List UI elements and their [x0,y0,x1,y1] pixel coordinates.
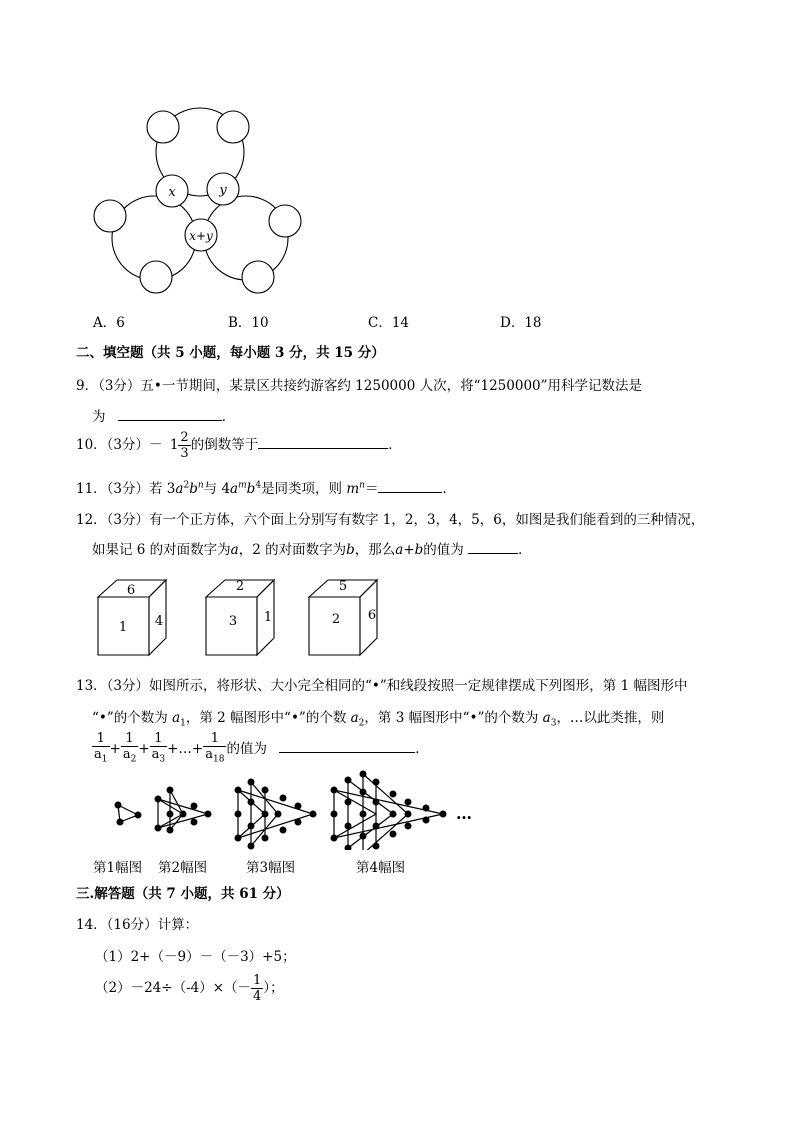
fig-label-4: 第4幅图 [356,860,406,876]
section-3-heading: 三.解答题（共 7 小题，共 61 分） [76,886,290,902]
q9-line1: 9．（3分）五•一节期间，某景区共接约游客约 1250000 人次，将“1250000”用科学记数法是 [76,378,643,394]
small-circle-top-right [217,111,249,143]
q12-line2: 如果记 6 的对面数字为a，2 的对面数字为b，那么a+b的值为 ． [92,538,532,558]
q12-answer-blank[interactable] [468,539,518,554]
q11-line: 11．（3分）若 $3a^2b^n$与 $4a^mb^4$是同类项，则 $m^n=$ ． [76,477,456,497]
q13-line2: “•”的个数为 $a_1$，第 2 幅图形中“•”的个数 $a_2$，第 3 幅图形中“•”的个数为 $a_3$，…以此类推，则 [92,710,665,729]
option-a: A．6 [93,315,125,331]
cube-1-side-number: 4 [154,614,164,629]
pattern-ellipsis: … [456,804,472,823]
option-c: C．14 [368,315,410,331]
q14-title: 14．（16分）计算： [76,917,199,933]
q13-answer-blank[interactable] [279,738,415,753]
small-circle-bottom-right [242,261,274,293]
label-x-plus-y: x+y [189,229,213,243]
small-circle-bottom-left [140,261,172,293]
cube-2-side-number: 1 [263,610,273,625]
small-circle-right [269,205,301,237]
q11-answer-blank[interactable] [378,478,442,493]
small-circle-top-left [147,111,179,143]
dot-pattern-figures [108,770,488,850]
q10-line: 10．（3分）－ 1 $\frac{2}{3}$ 的倒数等于 ． [76,430,402,461]
option-b: B．10 [228,315,269,331]
small-circle-left [94,200,126,232]
fig-label-1: 第1幅图 [93,860,143,876]
cube-3-top-number: 5 [338,579,348,594]
q13-line1: 13．（3分）如图所示，将形状、大小完全相同的“•”和线段按照一定规律摆成下列图形，第 1 幅图形中 [76,678,688,694]
label-y: y [219,183,227,198]
q13-line3: $\frac{1}{a_1}$ + $\frac{1}{a_2}$ + $\frac{1}{a_3}$ +…+ $\frac{1}{a_{18}}$ 的值为 ． [94,731,429,765]
cube-2-top-number: 2 [235,579,245,594]
cube-figures [95,575,395,660]
q9-line2: 为 ． [92,405,235,425]
fig-label-3: 第3幅图 [246,860,296,876]
q10-fraction: $\frac{2}{3}$ [180,430,189,461]
q14-part-1: （1）2+（－9）－（－3）+5； [95,949,296,965]
q9-answer-blank[interactable] [118,406,222,421]
cube-1-front-number: 1 [118,620,128,635]
cube-3-side-number: 6 [367,608,377,623]
circle-diagram [90,105,310,300]
option-d: D．18 [500,315,542,331]
fig-label-2: 第2幅图 [158,860,208,876]
cube-1-top-number: 6 [126,583,136,598]
q14-part-2: （2）－24÷（-4）×（－ $\frac{1}{4}$ ）； [95,973,284,1004]
q10-answer-blank[interactable] [258,434,388,449]
label-x: x [168,185,176,200]
cube-3-front-number: 2 [331,612,341,627]
q12-line1: 12．（3分）有一个正方体，六个面上分别写有数字 1，2，3，4，5，6，如图是我们能看到的三种情况， [76,512,705,528]
cube-2-front-number: 3 [228,614,238,629]
section-2-heading: 二、填空题（共 5 小题，每小题 3 分，共 15 分） [76,345,385,361]
